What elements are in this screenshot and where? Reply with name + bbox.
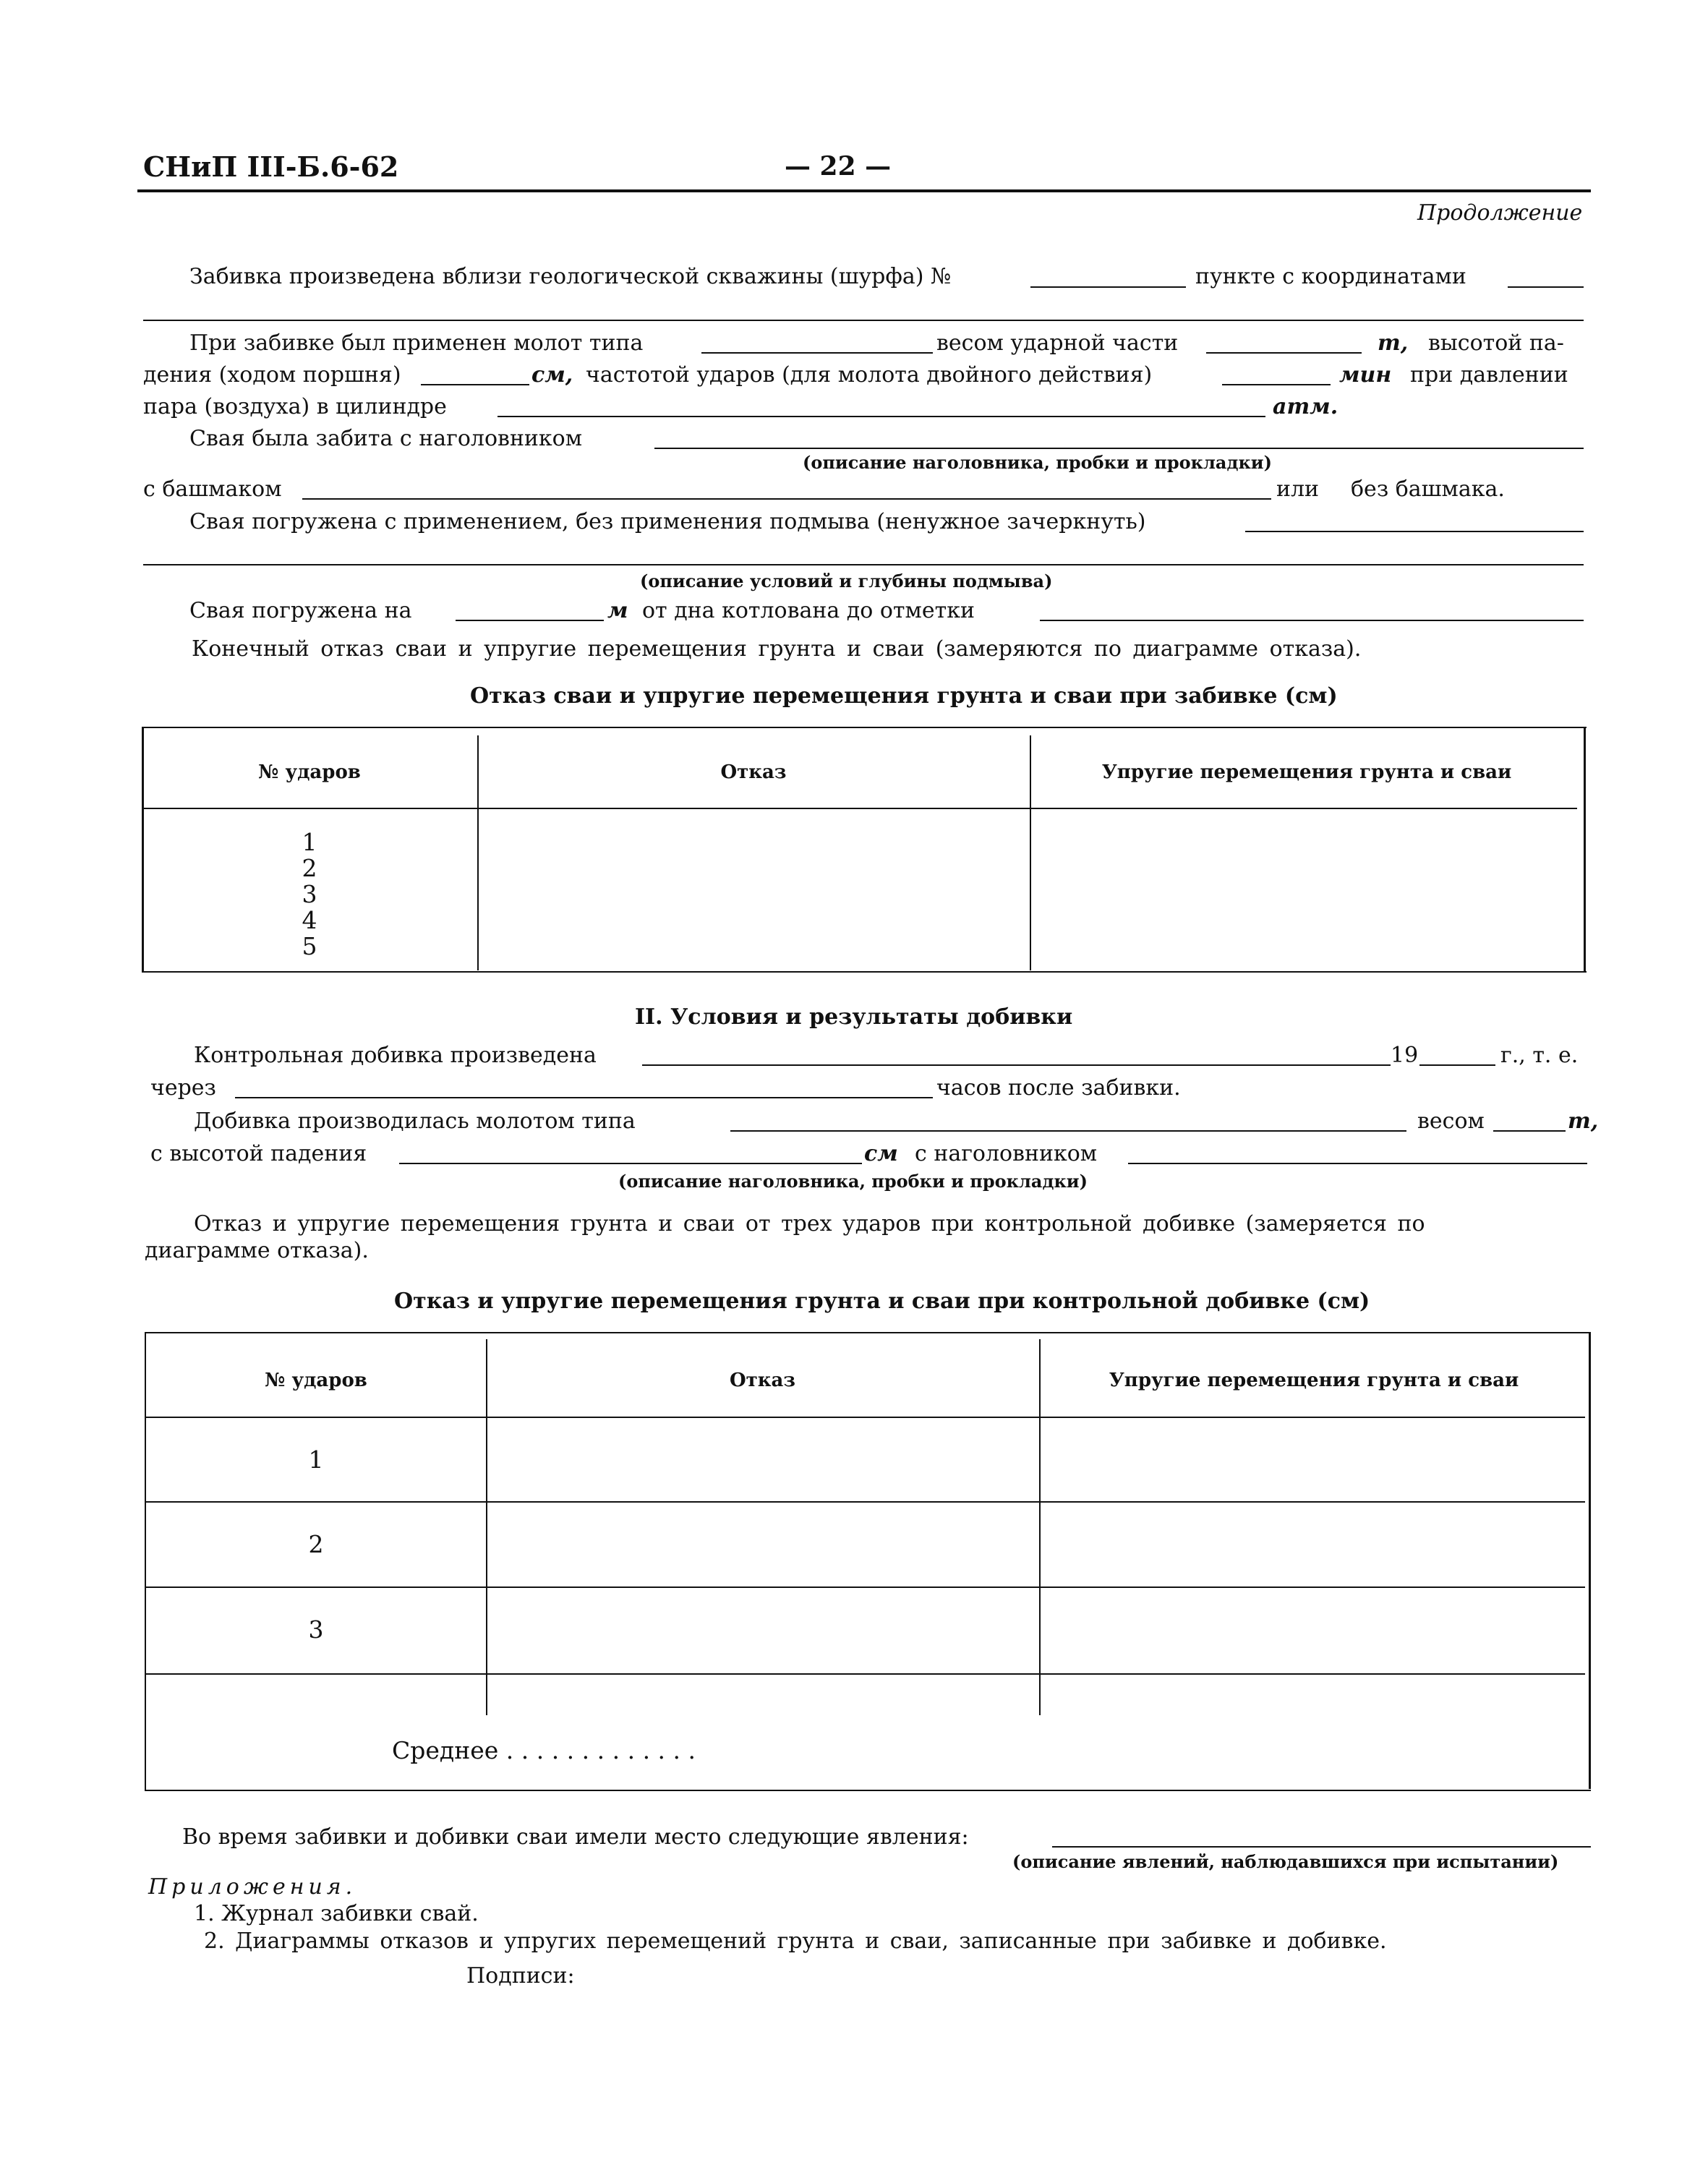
table2-header-refusal: Отказ: [730, 1370, 795, 1391]
table2-col-divider-1: [486, 1339, 487, 1715]
continuation-label: Продолжение: [1417, 200, 1583, 226]
table1-right-border: [1584, 728, 1586, 971]
table1-row-3: 3: [302, 880, 317, 908]
three-strikes-text-cont: диаграмме отказа).: [145, 1238, 369, 1263]
hammer-weight-label: весом ударной части: [936, 330, 1179, 356]
control-driving-field[interactable]: [642, 1064, 1391, 1066]
hours-after-label: часов после забивки.: [936, 1075, 1181, 1101]
phenomena-note: (описание явлений, наблюдавшихся при испытании): [1012, 1851, 1559, 1872]
table2-header-elastic: Упругие перемещения грунта и сваи: [1109, 1370, 1519, 1391]
jetting-label: Свая погружена с применением, без применения подмыва (ненужное зачеркнуть): [189, 509, 1146, 534]
document-code: СНиП III-Б.6-62: [143, 150, 399, 183]
divider-line: [143, 320, 1584, 321]
elevation-field[interactable]: [1040, 620, 1584, 621]
through-label: через: [150, 1075, 216, 1101]
control-weight-label: весом: [1417, 1109, 1485, 1134]
final-refusal-text: Конечный отказ сваи и упругие перемещения грунта и сваи (замеряются по диаграмме отказа).: [192, 636, 1362, 662]
table1-header-strikes: № ударов: [258, 761, 361, 783]
depth-field[interactable]: [456, 620, 604, 621]
jetting-field[interactable]: [1245, 531, 1584, 532]
control-weight-field[interactable]: [1493, 1130, 1566, 1132]
hammer-type-label: При забивке был применен молот типа: [189, 330, 644, 356]
shoe-label: с башмаком: [143, 477, 282, 502]
depth-label: Свая погружена на: [189, 598, 412, 623]
table1-row-1: 1: [302, 828, 317, 856]
hammer-type-field[interactable]: [701, 352, 933, 354]
unit-m: м: [607, 598, 628, 623]
hours-field[interactable]: [235, 1097, 933, 1098]
control-height-field[interactable]: [399, 1163, 862, 1164]
page-number: — 22 —: [785, 151, 892, 182]
control-driving-label: Контрольная добивка произведена: [194, 1043, 597, 1068]
average-row: Среднее . . . . . . . . . . . . .: [392, 1736, 696, 1764]
steam-field[interactable]: [498, 416, 1265, 417]
table1-row-5: 5: [302, 932, 317, 960]
table1-header-rule: [142, 808, 1577, 809]
fall-field[interactable]: [421, 384, 529, 385]
table2-right-border: [1589, 1333, 1591, 1789]
table1-header-elastic: Упругие перемещения грунта и сваи: [1101, 761, 1512, 783]
shoe-field[interactable]: [302, 498, 1271, 500]
control-cap-field[interactable]: [1128, 1163, 1587, 1164]
control-refusal-table: [145, 1332, 1591, 1791]
header-rule: [137, 189, 1591, 192]
jetting-description-field[interactable]: [143, 564, 1584, 565]
table1-header-refusal: Отказ: [720, 761, 787, 783]
coordinates-field[interactable]: [1508, 286, 1584, 288]
steam-label: пара (воздуха) в цилиндре: [143, 394, 447, 419]
borehole-text: Забивка произведена вблизи геологической скважины (шурфа) №: [189, 264, 952, 289]
frequency-field[interactable]: [1222, 384, 1331, 385]
table2-row-2: 2: [308, 1530, 324, 1558]
table2-row-rule-1: [146, 1501, 1585, 1503]
appendix-title: Приложения.: [148, 1874, 357, 1900]
control-height-label: с высотой падения: [150, 1141, 367, 1166]
three-strikes-text: Отказ и упругие перемещения грунта и сваи от трех ударов при контрольной добивке (замеряется по: [194, 1211, 1425, 1237]
unit-cm: см,: [531, 362, 573, 388]
section2-heading: II. Условия и результаты добивки: [635, 1004, 1073, 1030]
unit-t: т,: [1378, 330, 1409, 356]
fall-label: дения (ходом поршня): [143, 362, 401, 388]
appendix-item-1: 1. Журнал забивки свай.: [194, 1901, 479, 1926]
unit-t-2: т,: [1568, 1109, 1599, 1134]
cap-note: (описание наголовника, пробки и прокладки): [803, 452, 1272, 473]
pit-bottom-label: от дна котлована до отметки: [642, 598, 975, 623]
table2-header-rule: [146, 1417, 1585, 1418]
unit-atm: атм.: [1273, 394, 1338, 419]
table1-row-2: 2: [302, 854, 317, 882]
control-hammer-field[interactable]: [730, 1130, 1406, 1132]
table2-header-strikes: № ударов: [265, 1370, 367, 1391]
phenomena-field[interactable]: [1052, 1846, 1591, 1848]
unit-cm-2: см: [864, 1141, 898, 1166]
borehole-point-text: пункте с координатами: [1195, 264, 1466, 289]
no-shoe-label: без башмака.: [1351, 477, 1505, 502]
table2-row-rule-3: [146, 1673, 1585, 1675]
table2-row-3: 3: [308, 1615, 324, 1644]
table1-row-4: 4: [302, 906, 317, 934]
cap-field[interactable]: [654, 448, 1584, 449]
pressure-label: при давлении: [1410, 362, 1568, 388]
table2-row-rule-2: [146, 1586, 1585, 1588]
control-cap-note: (описание наголовника, пробки и прокладки): [618, 1171, 1088, 1192]
phenomena-label: Во время забивки и добивки сваи имели место следующие явления:: [182, 1824, 969, 1850]
jetting-note: (описание условий и глубины подмыва): [640, 571, 1053, 592]
table2-title: Отказ и упругие перемещения грунта и сваи при контрольной добивке (см): [394, 1289, 1370, 1314]
table2-col-divider-2: [1039, 1339, 1041, 1715]
or-label: или: [1276, 477, 1320, 502]
year-field[interactable]: [1419, 1064, 1495, 1066]
signatures-label: Подписи:: [466, 1963, 575, 1989]
control-hammer-label: Добивка производилась молотом типа: [194, 1109, 636, 1134]
appendix-item-2: 2. Диаграммы отказов и упругих перемещений грунта и сваи, записанные при забивке и добивке.: [204, 1929, 1387, 1954]
driving-refusal-table: [142, 727, 1587, 973]
control-cap-label: с наголовником: [915, 1141, 1098, 1166]
table2-row-1: 1: [308, 1445, 324, 1474]
frequency-label: частотой ударов (для молота двойного действия): [586, 362, 1153, 388]
cap-label: Свая была забита с наголовником: [189, 426, 583, 451]
table1-title: Отказ сваи и упругие перемещения грунта и сваи при забивке (см): [470, 683, 1338, 709]
unit-min: мин: [1339, 362, 1392, 388]
year-prefix: 19: [1391, 1043, 1419, 1068]
hammer-weight-field[interactable]: [1206, 352, 1362, 354]
year-suffix: г., т. е.: [1500, 1043, 1579, 1068]
borehole-number-field[interactable]: [1030, 286, 1186, 288]
height-label: высотой па-: [1428, 330, 1564, 356]
